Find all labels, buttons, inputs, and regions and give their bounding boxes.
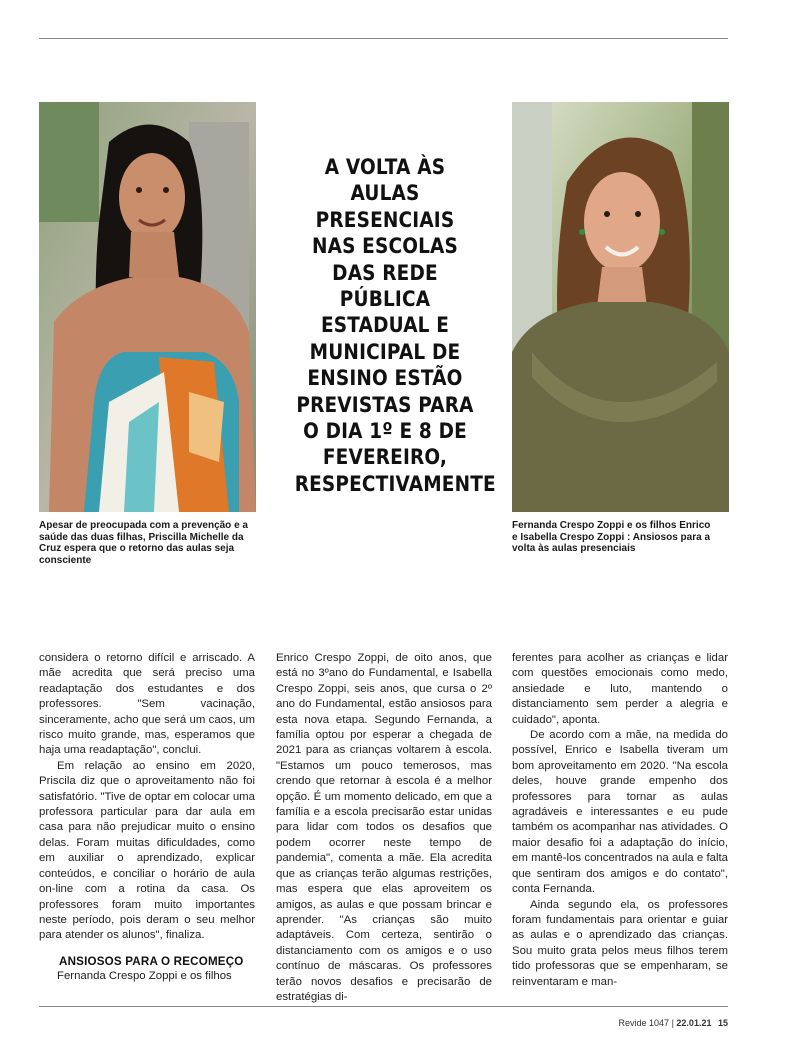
top-rule (39, 38, 728, 39)
caption-right: Fernanda Crespo Zoppi e os filhos Enrico e Isabella Crespo Zoppi : Ansiosos para a volta às aulas presenciais (512, 520, 711, 554)
photo-priscilla (39, 102, 256, 512)
paragraph: Enrico Crespo Zoppi, de oito anos, que está no 3ºano do Fundamental, e Isabella Crespo Zoppi, seis anos, que cursa o 2º ano do Fundamental, estão ansiosos para esta nova etapa. Segundo Fernanda, a família optou por esperar a chegada de 2021 para as crianças voltarem à escola. "Estamos um pouco temerosos, mas crendo que retornar à escola é a melhor opção. É um momento delicado, em que a família e a escola precisarão estar unidas para lidar com todos os desafios que podem ocorrer neste tempo de pandemia", comenta a mãe. Ela acredita que as crianças terão algumas restrições, mas espera que elas aproveitem os amigos, as aulas e que possam brincar e aprender. "As crianças são muito adaptáveis. Com certeza, sentirão o distanciamento com os amigos e o uso contínuo de máscaras. Os professores terão novos desafios e precisarão de estratégias di- (276, 652, 492, 1003)
paragraph: Ainda segundo ela, os professores foram fundamentais para orientar e guiar as aulas e o aprendizado das crianças. Sou muito grata pelos meus filhos terem tido professoras que se empenharam, se reinventaram e man- (512, 898, 728, 988)
paragraph: Fernanda Crespo Zoppi e os filhos (57, 970, 232, 983)
magazine-issue: Revide 1047 (618, 1018, 670, 1028)
footer-separator: | (671, 1018, 674, 1028)
photo-fernanda (512, 102, 729, 512)
article-column-2 (276, 651, 492, 1005)
caption-left: Apesar de preocupada com a prevenção e a saúde das duas filhas, Priscilla Michelle da Cruz espera que o retorno das aulas seja consciente (39, 520, 248, 566)
page-number: 15 (717, 1018, 728, 1028)
subheading: ANSIOSOS PARA O RECOMEÇO (59, 954, 244, 968)
paragraph: Em relação ao ensino em 2020, Priscila diz que o aproveitamento não foi satisfatório. "Tive de optar em colocar uma professora particular para dar aula em casa para não prejudicar muito o ensino delas. Foram muitas dificuldades, como em auxiliar o aprendizado, explicar conteúdos, e conciliar o horário de aula on-line com a rotina da casa. Os professores foram muito importantes neste período, pois deram o seu melhor para atender os alunos", finaliza. (39, 759, 255, 942)
page-footer (619, 1018, 729, 1028)
issue-date: 22.01.21 (676, 1018, 712, 1028)
article-column-1 (39, 651, 255, 985)
paragraph: ferentes para acolher as crianças e lidar com questões emocionais como medo, ansiedade e luto, mantendo o distanciamento sem perder a alegria e cuidado", aponta. (512, 652, 728, 726)
headline: A VOLTA ÀS AULAS PRESENCIAIS NAS ESCOLAS DAS REDE PÚBLICA ESTADUAL E MUNICIPAL DE ENSINO ESTÃO PREVISTAS PARA O DIA 1º E 8 DE FEVEREIRO, RESPECTIVAMENTE (294, 155, 496, 497)
article-column-3 (512, 651, 728, 990)
paragraph: considera o retorno difícil e arriscado. A mãe acredita que será preciso uma readaptação dos estudantes e dos professores. "Sem vacinação, sinceramente, acho que será um caos, um risco muito grande, mas, esperamos que haja uma readaptação", conclui. (39, 652, 255, 757)
bottom-rule (39, 1006, 728, 1007)
paragraph: De acordo com a mãe, na medida do possível, Enrico e Isabella tiveram um bom aproveitamento em 2020. "Na escola deles, houve grande empenho dos professores para tornar as aulas agradáveis e interessantes e eu pude também os acompanhar nas atividades. O maior desafio foi a adaptação do início, em mantê-los concentrados na aula e falta que sentiram dos amigos e do contato", conta Fernanda. (512, 729, 728, 896)
